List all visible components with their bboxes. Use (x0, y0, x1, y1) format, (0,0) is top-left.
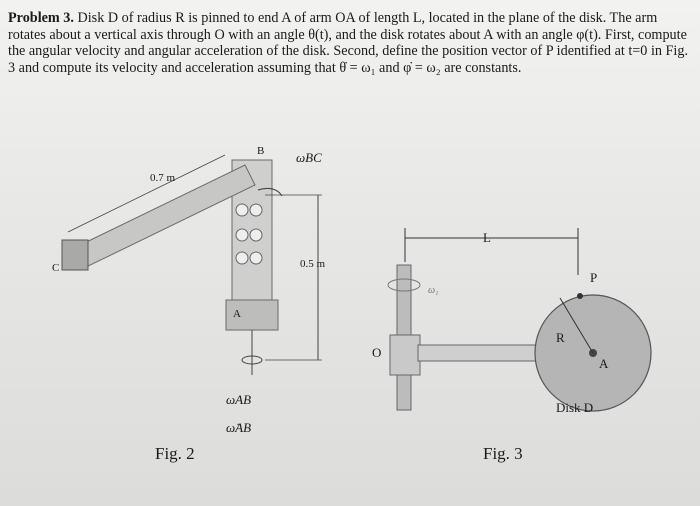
fig2-caption: Fig. 2 (155, 444, 195, 463)
fig3-label-a: A (599, 356, 609, 371)
fig2-omega-ab: ωAB (226, 392, 252, 407)
fig3-point-P (577, 293, 583, 299)
fig2-label-b: B (257, 145, 265, 157)
fig2-dim-05-label: 0.5 m (300, 258, 326, 270)
fig2-joint (250, 252, 262, 264)
fig2-gripper (62, 240, 88, 270)
fig2-omegadot-ab: ω̇AB (226, 420, 252, 435)
fig3-label-r: R (556, 330, 565, 345)
fig2-joint (236, 252, 248, 264)
problem-label: Problem 3. (8, 10, 74, 26)
fig2-joint (250, 204, 262, 216)
fig2-label-c: C (52, 262, 60, 274)
fig3-omega1: ω₁ (428, 285, 439, 296)
fig2-joint (236, 204, 248, 216)
fig2-label-a: A (233, 308, 241, 320)
fig3-label-l: L (483, 230, 491, 245)
fig2-drawing (62, 155, 322, 375)
fig2-joint (250, 229, 262, 241)
fig2-dim-07-label: 0.7 m (150, 172, 176, 184)
fig2-joint (236, 229, 248, 241)
fig3-label-p: P (590, 270, 598, 285)
fig3-disk-label: Disk D (556, 400, 594, 415)
problem-text: Disk D of radius R is pinned to end A of arm OA of length L, located in the plane of the disk. The arm rotates about a vertical axis through O with an angle θ(t), and the disk rotates about A with an angle φ(t). First, compute the angular velocity and angular acceleration of the disk. Second, define the position vector of P identified at t=0 in Fig. 3 and compute its velocity and acceleration assuming that θ̇ = ω₁ and φ̇ = ω₂ are constants. (8, 10, 689, 76)
fig3-drawing (388, 228, 651, 411)
fig3-label-o: O (372, 345, 382, 360)
fig2-omega-bc: ωBC (296, 150, 322, 165)
fig3-caption: Fig. 3 (483, 444, 523, 463)
fig3-hub (390, 335, 420, 375)
